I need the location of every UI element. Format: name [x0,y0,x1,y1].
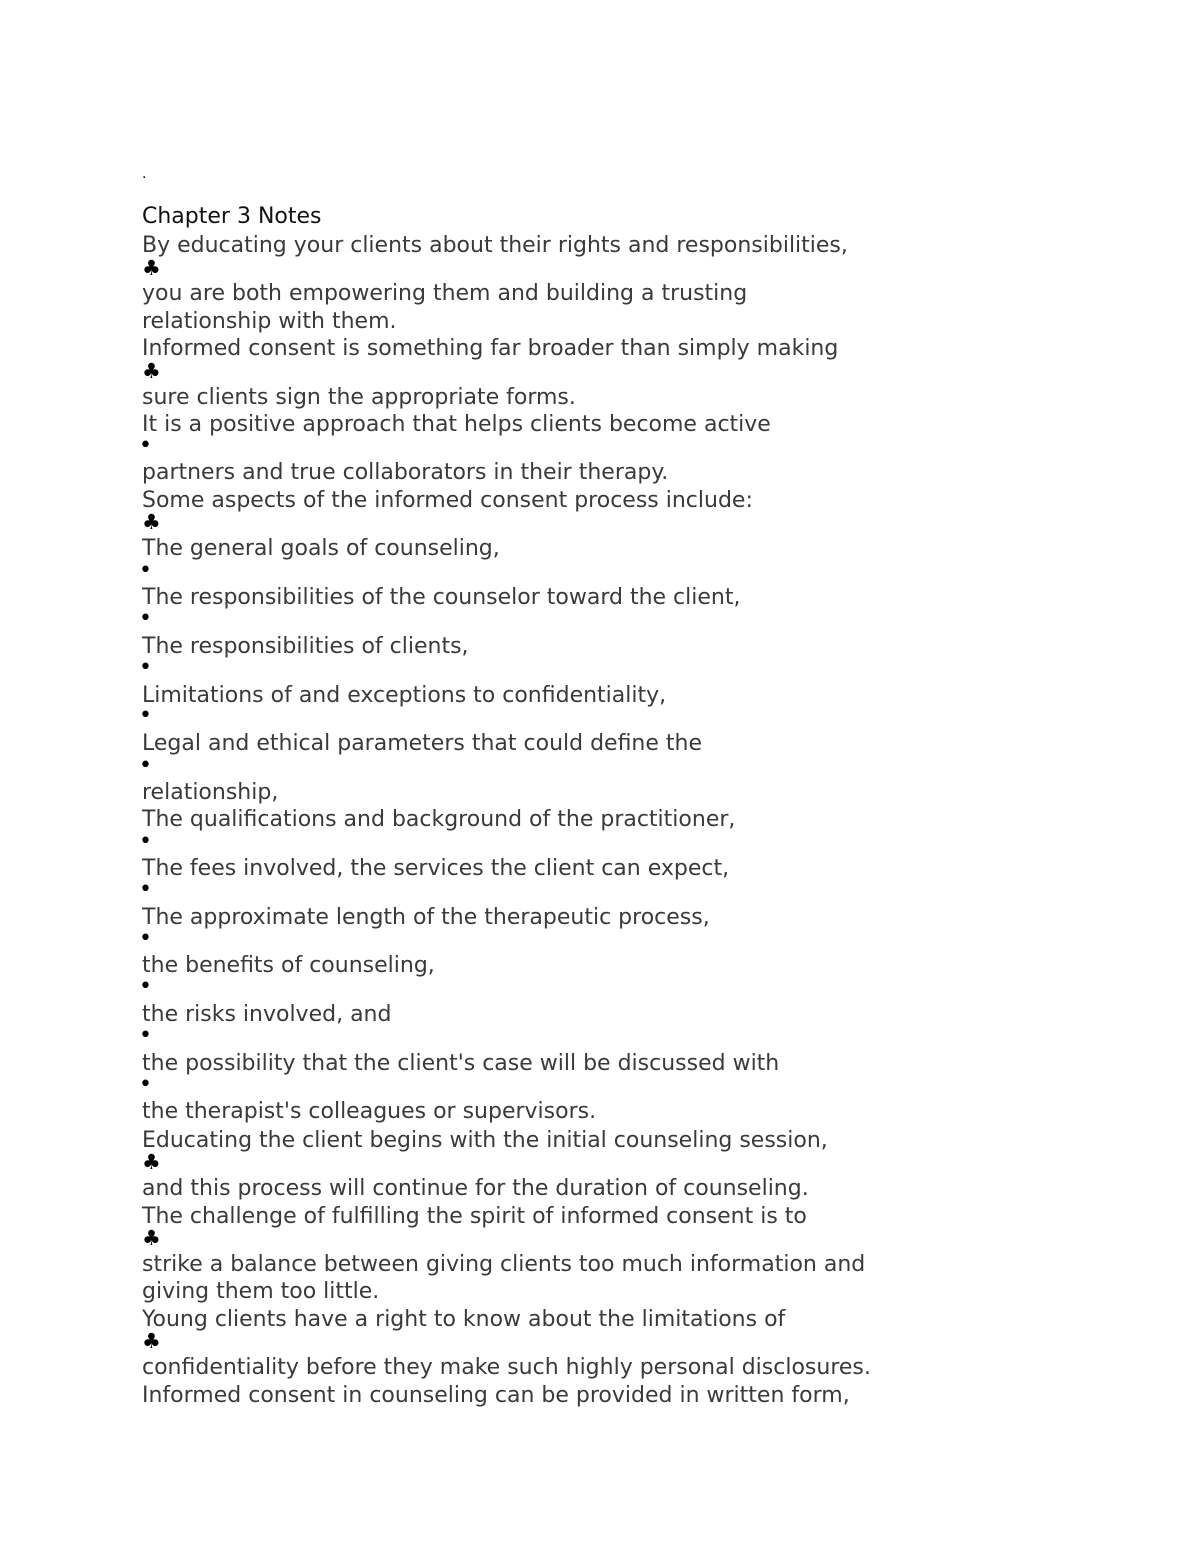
text-line: The approximate length of the therapeutic process, [142,905,710,930]
stray-mark: . [142,166,147,182]
text-line: By educating your clients about their rights and responsibilities, [142,233,848,258]
round-bullet-icon: • [139,606,152,631]
text-line: the benefits of counseling, [142,953,435,978]
club-bullet-icon: ♣ [142,1226,161,1250]
text-line: the possibility that the client's case will be discussed with [142,1051,780,1076]
round-bullet-icon: • [139,829,152,854]
club-bullet-icon: ♣ [142,1150,161,1174]
round-bullet-icon: • [139,703,152,728]
text-line: The challenge of fulfilling the spirit of informed consent is to [142,1204,807,1229]
text-line: giving them too little. [142,1279,380,1304]
text-line: and this process will continue for the duration of counseling. [142,1176,809,1201]
text-line: the risks involved, and [142,1002,392,1027]
text-line: Young clients have a right to know about the limitations of [142,1307,786,1332]
text-line: The responsibilities of the counselor toward the client, [142,585,741,610]
text-line: Some aspects of the informed consent process include: [142,488,753,513]
text-line: Legal and ethical parameters that could define the [142,731,703,756]
round-bullet-icon: • [139,926,152,951]
text-line: It is a positive approach that helps clients become active [142,412,771,437]
document-title: Chapter 3 Notes [142,204,322,229]
club-bullet-icon: ♣ [142,1329,161,1353]
round-bullet-icon: • [139,655,152,680]
text-line: strike a balance between giving clients too much information and [142,1252,866,1277]
text-line: relationship, [142,780,279,805]
text-line: Limitations of and exceptions to confidentiality, [142,683,667,708]
club-bullet-icon: ♣ [142,359,161,383]
round-bullet-icon: • [139,877,152,902]
text-line: relationship with them. [142,309,397,334]
text-line: you are both empowering them and building a trusting [142,281,748,306]
round-bullet-icon: • [139,558,152,583]
round-bullet-icon: • [139,1072,152,1097]
club-bullet-icon: ♣ [142,510,161,534]
round-bullet-icon: • [139,1023,152,1048]
club-bullet-icon: ♣ [142,256,161,280]
text-line: The qualifications and background of the practitioner, [142,807,736,832]
text-line: Educating the client begins with the initial counseling session, [142,1128,828,1153]
text-line: the therapist's colleagues or supervisors. [142,1099,597,1124]
text-line: The responsibilities of clients, [142,634,469,659]
round-bullet-icon: • [139,753,152,778]
text-line: The fees involved, the services the client can expect, [142,856,730,881]
text-line: Informed consent in counseling can be provided in written form, [142,1383,850,1408]
text-line: sure clients sign the appropriate forms. [142,385,576,410]
round-bullet-icon: • [139,433,152,458]
text-line: The general goals of counseling, [142,536,500,561]
round-bullet-icon: • [139,974,152,999]
text-line: Informed consent is something far broader than simply making [142,336,839,361]
text-line: confidentiality before they make such highly personal disclosures. [142,1355,871,1380]
text-line: partners and true collaborators in their therapy. [142,460,669,485]
